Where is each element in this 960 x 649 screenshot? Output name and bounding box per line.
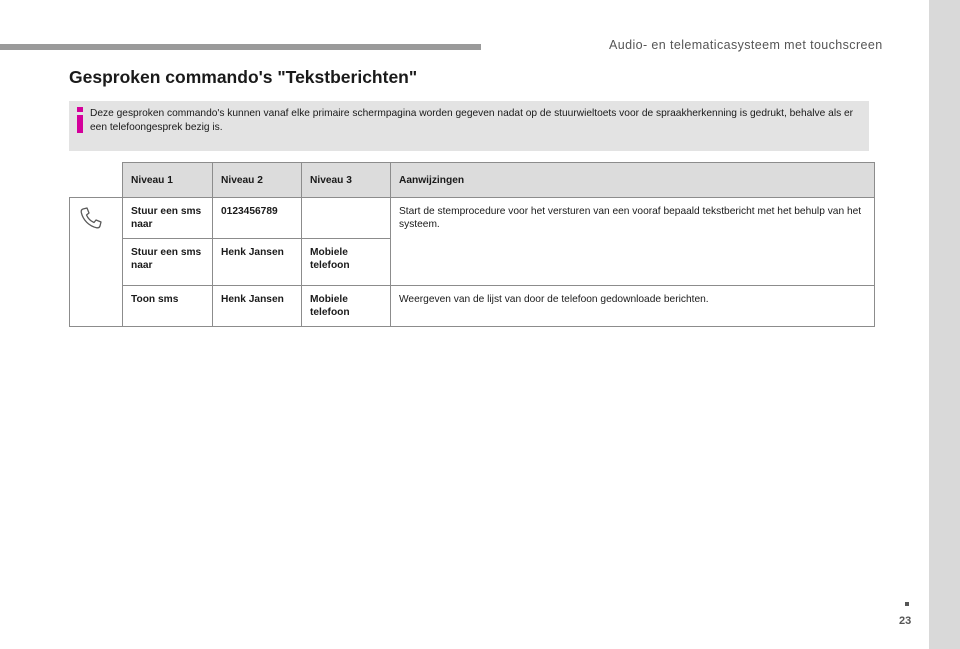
row3-niveau-1: Toon sms [123,286,213,327]
page-number-text: 23 [899,615,912,627]
page-title: Gesproken commando's "Tekstberichten" [69,67,418,87]
page-number [899,602,911,627]
table-row [70,286,875,327]
row1-niveau-2: 0123456789 [213,198,302,239]
voice-command-table [69,162,875,327]
row3-niveau-3: Mobiele telefoon [302,286,391,327]
phone-handset-icon [78,205,104,231]
info-icon [77,107,83,133]
row2-niveau-2: Henk Jansen [213,239,302,286]
table-row [70,198,875,239]
side-band [929,0,960,649]
table-header-niveau-3: Niveau 3 [302,163,391,198]
info-box [69,101,869,151]
icon-cell [70,198,123,327]
table-header-niveau-2: Niveau 2 [213,163,302,198]
row1-niveau-1: Stuur een sms naar [123,198,213,239]
row1-aanwijzing: Start de stemprocedure voor het versturen van een vooraf bepaald tekstbericht met het behulp van het systeem. [391,198,875,286]
table-header-aanwijzingen: Aanwijzingen [391,163,875,198]
row1-niveau-3 [302,198,391,239]
running-header: Audio- en telematicasysteem met touchscreen [609,38,883,52]
table-header-niveau-1: Niveau 1 [123,163,213,198]
row2-niveau-1: Stuur een sms naar [123,239,213,286]
row2-niveau-3: Mobiele telefoon [302,239,391,286]
table-header-row [70,163,875,198]
table-header-blank [70,163,123,198]
header-rule [0,44,481,50]
info-text: Deze gesproken commando's kunnen vanaf elke primaire schermpagina worden gegeven nadat op de stuurwieltoets voor de spraakherkenning is gedrukt, behalve als er een telefoongesprek bezig is. [90,108,854,133]
page-marker [905,602,909,606]
row3-niveau-2: Henk Jansen [213,286,302,327]
row3-aanwijzing: Weergeven van de lijst van door de telefoon gedownloade berichten. [391,286,875,327]
